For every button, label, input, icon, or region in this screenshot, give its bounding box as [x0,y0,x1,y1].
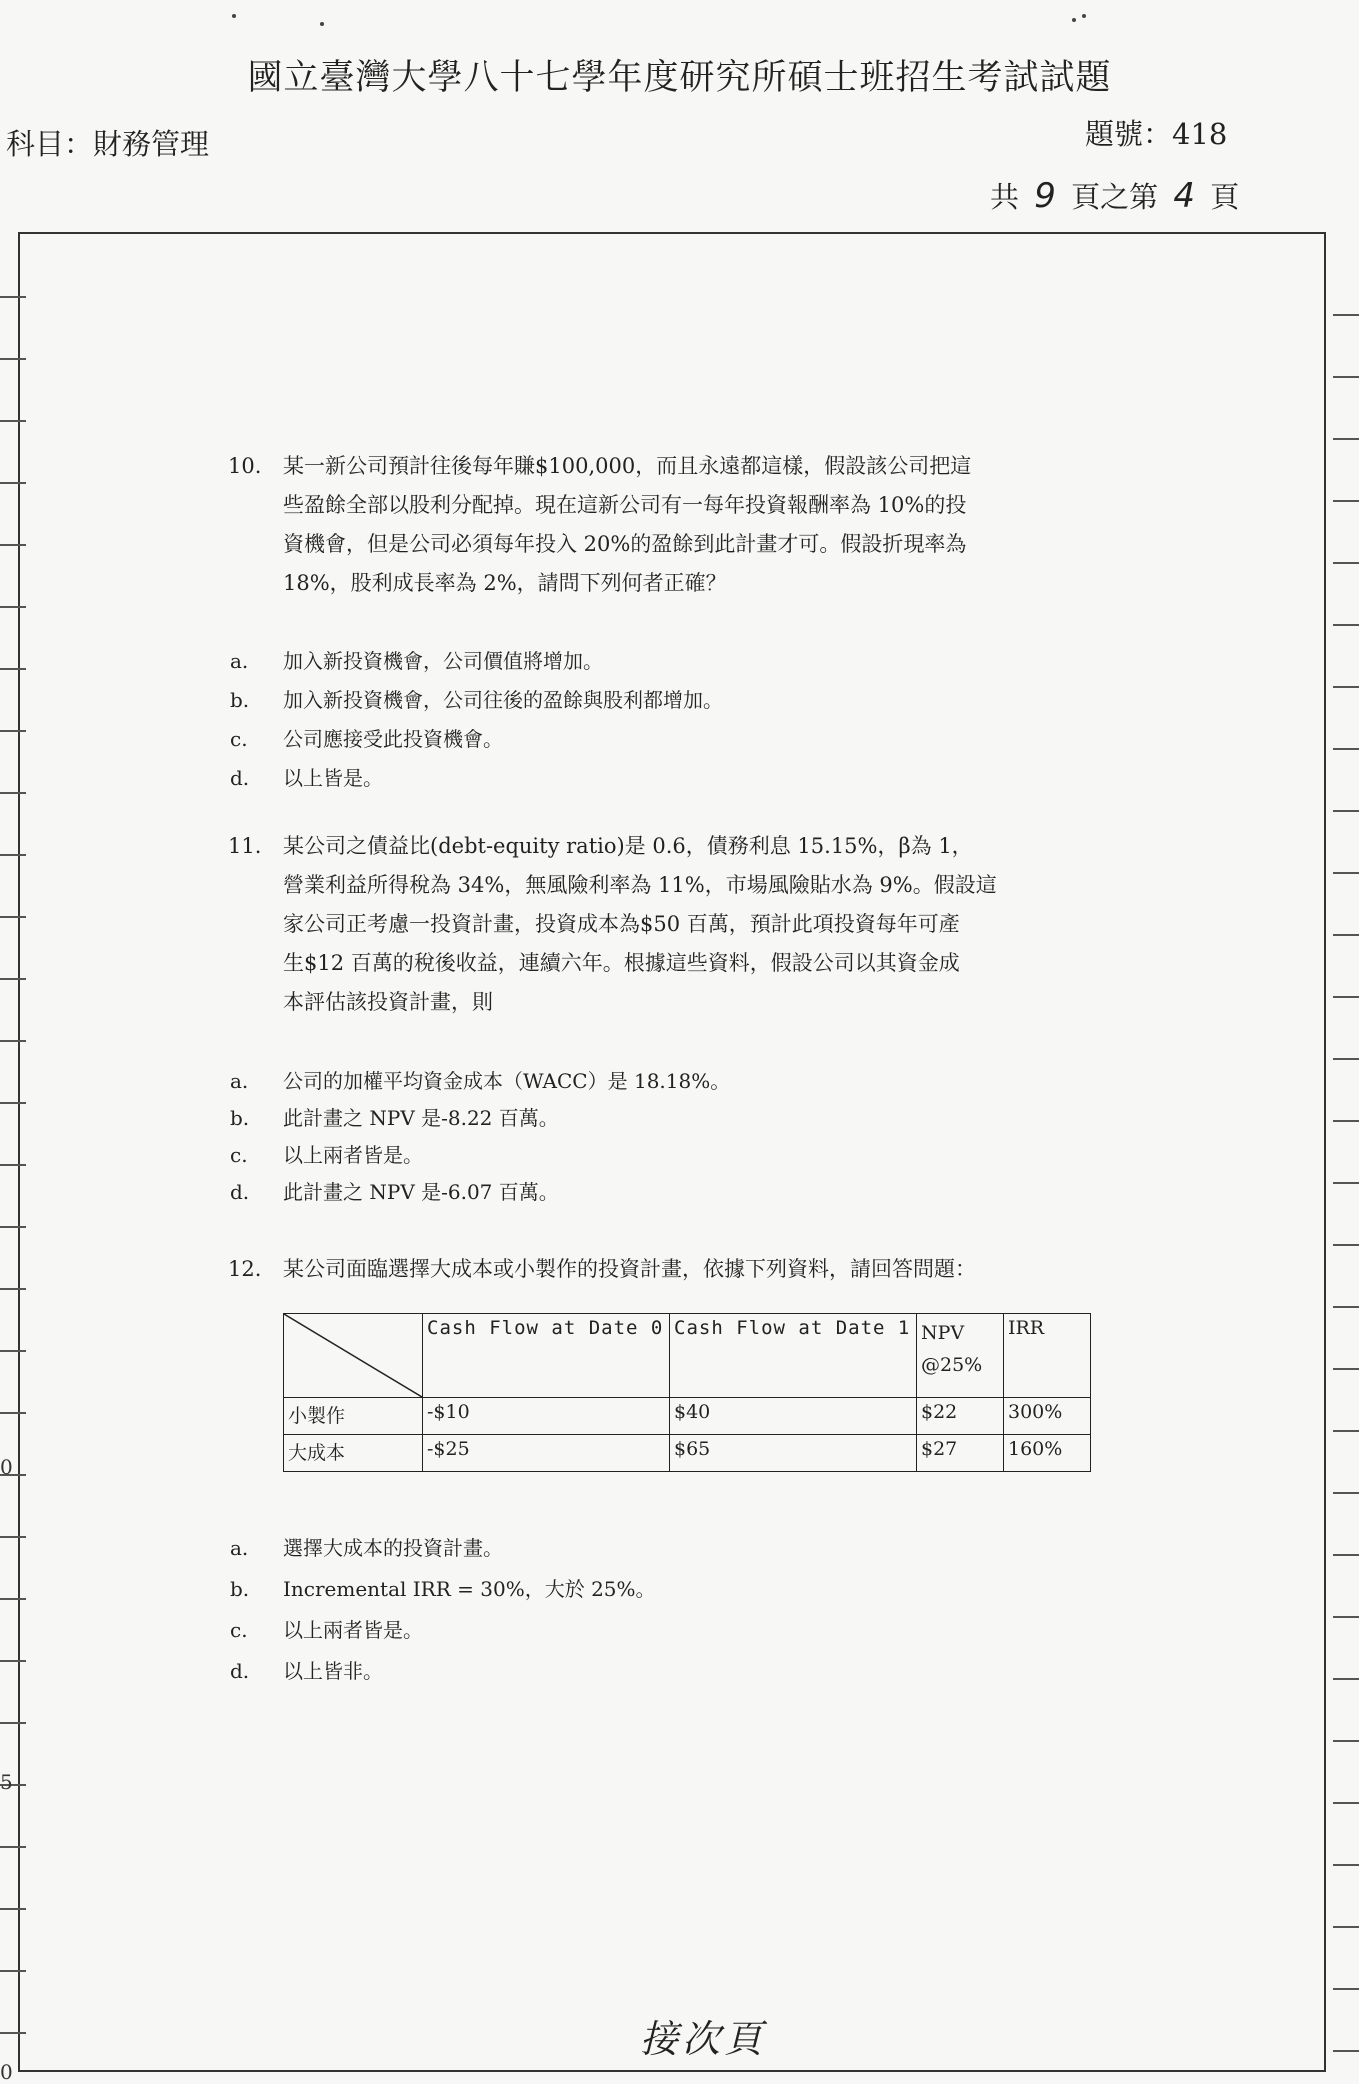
margin-tick [0,1164,26,1166]
margin-tick [1333,500,1359,502]
page-info [990,175,1239,216]
margin-tick [1333,1864,1359,1866]
q11-option-b: b. 此計畫之 NPV 是-8.22 百萬。 [230,1106,559,1130]
diagonal-divider [284,1314,422,1397]
margin-tick [0,1846,26,1848]
scan-speck [1072,18,1076,22]
q12-number: 12. [228,1257,262,1281]
margin-tick [1333,1678,1359,1680]
q10-line: 某一新公司預計往後每年賺$100,000，而且永遠都這樣，假設該公司把這 [283,454,972,478]
margin-tick [1333,1368,1359,1370]
margin-tick [0,1412,26,1414]
margin-label: 5 [0,1770,13,1794]
q10-option-c: c. 公司應接受此投資機會。 [230,727,503,751]
q10-body [283,447,1103,603]
table-cell: 小製作 [284,1398,423,1435]
margin-tick [1333,624,1359,626]
margin-tick [0,1040,26,1042]
exam-title: 國立臺灣大學八十七學年度研究所碩士班招生考試試題 [247,58,1112,98]
margin-tick [1333,1492,1359,1494]
table-header-cell: IRR [1004,1314,1091,1398]
table-cell: $22 [917,1398,1004,1435]
question-number: 題號：418 [1085,117,1228,151]
margin-tick [0,544,26,546]
margin-tick [0,1660,26,1662]
margin-tick [0,1722,26,1724]
margin-tick [0,2032,26,2034]
margin-tick [1333,1988,1359,1990]
margin-tick [1333,1306,1359,1308]
q11-option-d: d. 此計畫之 NPV 是-6.07 百萬。 [230,1180,559,1204]
q12-option-d: d. 以上皆非。 [230,1659,383,1683]
q12-option-c: c. 以上兩者皆是。 [230,1618,423,1642]
cash-flow-table [283,1313,1091,1472]
margin-tick [0,606,26,608]
margin-tick [0,1598,26,1600]
margin-tick [0,730,26,732]
continue-next-page: 接次頁 [640,2017,767,2061]
margin-tick [0,668,26,670]
margin-tick [0,1350,26,1352]
table-cell: -$25 [423,1435,670,1472]
margin-tick [1333,1740,1359,1742]
margin-tick [0,358,26,360]
margin-tick [0,1288,26,1290]
q11-option-c: c. 以上兩者皆是。 [230,1143,423,1167]
margin-tick [1333,1554,1359,1556]
margin-tick [1333,1802,1359,1804]
table-cell: -$10 [423,1398,670,1435]
page-suffix: 頁 [1210,180,1240,214]
table-cell: $40 [670,1398,917,1435]
margin-tick [1333,562,1359,564]
q11-line: 營業利益所得稅為 34%，無風險利率為 11%，市場風險貼水為 9%。假設這 [283,873,997,897]
scan-speck [320,22,324,26]
margin-tick [1333,934,1359,936]
margin-tick [0,1226,26,1228]
margin-tick [0,916,26,918]
margin-tick [0,1908,26,1910]
margin-tick [0,978,26,980]
q12-body [283,1250,1103,1289]
subject-label: 科目：財務管理 [6,127,210,161]
q10-line: 18%，股利成長率為 2%，請問下列何者正確？ [283,571,727,595]
margin-tick [0,792,26,794]
margin-tick [0,420,26,422]
table-corner-cell [284,1314,423,1398]
margin-tick [1333,1244,1359,1246]
table-cell: $65 [670,1435,917,1472]
page-total: 9 [1034,176,1056,216]
margin-tick [1333,872,1359,874]
margin-label: 0 [0,1455,13,1479]
margin-tick [1333,1926,1359,1928]
table-header-cell: NPV @25% [917,1314,1004,1398]
margin-tick [1333,810,1359,812]
page-total-prefix: 共 [990,180,1020,214]
table-header-cell: Cash Flow at Date 1 [670,1314,917,1398]
margin-tick [0,1970,26,1972]
q11-number: 11. [228,834,262,858]
margin-tick [0,854,26,856]
margin-tick [1333,438,1359,440]
margin-tick [0,296,26,298]
margin-tick [1333,748,1359,750]
table-header-cell: Cash Flow at Date 0 [423,1314,670,1398]
q11-body [283,827,1103,1022]
q11-line: 某公司之債益比(debt-equity ratio)是 0.6，債務利息 15.15%，β為 1， [283,834,973,858]
margin-label: 0 [0,2060,13,2084]
q12-line: 某公司面臨選擇大成本或小製作的投資計畫，依據下列資料，請回答問題： [283,1257,976,1281]
q11-option-a: a. 公司的加權平均資金成本（WACC）是 18.18%。 [230,1069,731,1093]
table-cell: 160% [1004,1435,1091,1472]
page-current: 4 [1173,176,1195,216]
q10-line: 資機會，但是公司必須每年投入 20%的盈餘到此計畫才可。假設折現率為 [283,532,967,556]
margin-tick [1333,376,1359,378]
margin-tick [1333,686,1359,688]
q12-option-a: a. 選擇大成本的投資計畫。 [230,1536,503,1560]
margin-tick [1333,2050,1359,2052]
margin-tick [0,482,26,484]
q11-line: 本評估該投資計畫，則 [283,990,493,1014]
margin-tick [1333,1058,1359,1060]
table-row [284,1435,1091,1472]
q10-number: 10. [228,454,262,478]
margin-tick [1333,314,1359,316]
page-mid: 頁之第 [1071,180,1159,214]
scan-speck [232,14,236,18]
q11-line: 生$12 百萬的稅後收益，連續六年。根據這些資料，假設公司以其資金成 [283,951,960,975]
q10-option-a: a. 加入新投資機會，公司價值將增加。 [230,649,603,673]
q12-option-b: b. Incremental IRR = 30%，大於 25%。 [230,1577,656,1601]
table-header-row [284,1314,1091,1398]
table-cell: 300% [1004,1398,1091,1435]
margin-tick [1333,1616,1359,1618]
q10-option-b: b. 加入新投資機會，公司往後的盈餘與股利都增加。 [230,688,723,712]
table-cell: $27 [917,1435,1004,1472]
margin-tick [1333,996,1359,998]
table-cell: 大成本 [284,1435,423,1472]
margin-tick [1333,1120,1359,1122]
table-row [284,1398,1091,1435]
q10-line: 些盈餘全部以股利分配掉。現在這新公司有一每年投資報酬率為 10%的投 [283,493,967,517]
margin-tick [1333,1182,1359,1184]
margin-tick [0,1102,26,1104]
q10-option-d: d. 以上皆是。 [230,766,383,790]
scan-speck [1082,14,1086,18]
margin-tick [1333,1430,1359,1432]
margin-tick [0,1536,26,1538]
q11-line: 家公司正考慮一投資計畫，投資成本為$50 百萬，預計此項投資每年可產 [283,912,960,936]
